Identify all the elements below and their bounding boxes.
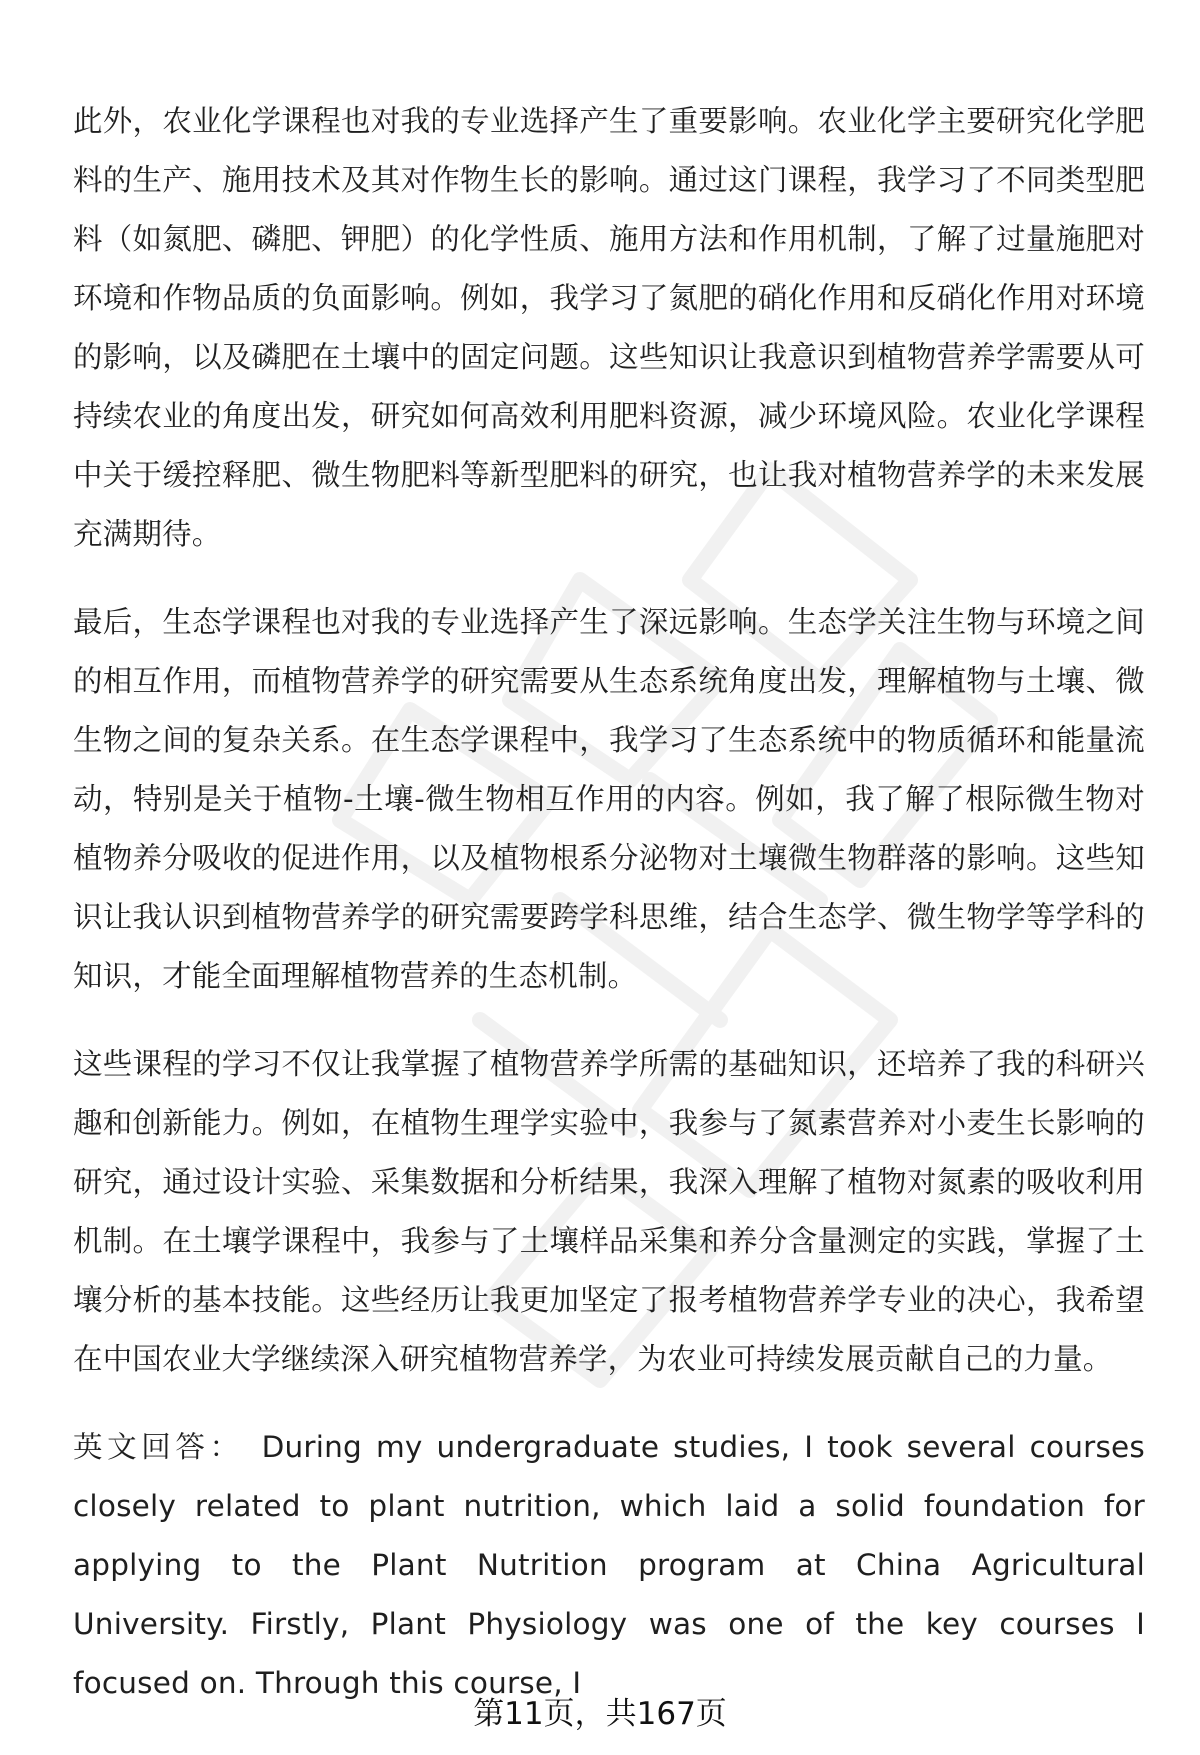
paragraph-english-answer: [73, 1418, 1145, 1713]
paragraph-course-summary: 这些课程的学习不仅让我掌握了植物营养学所需的基础知识，还培养了我的科研兴趣和创新能力。例如，在植物生理学实验中，我参与了氮素营养对小麦生长影响的研究，通过设计实验、采集数据和分析结果，我深入理解了植物对氮素的吸收利用机制。在土壤学课程中，我参与了土壤样品采集和养分含量测定的实践，掌握了土壤分析的基本技能。这些经历让我更加坚定了报考植物营养学专业的决心，我希望在中国农业大学继续深入研究植物营养学，为农业可持续发展贡献自己的力量。: [73, 1047, 1145, 1376]
english-answer-label: 英文回答：: [73, 1430, 244, 1464]
paragraph-agricultural-chemistry: 此外，农业化学课程也对我的专业选择产生了重要影响。农业化学主要研究化学肥料的生产、施用技术及其对作物生长的影响。通过这门课程，我学习了不同类型肥料（如氮肥、磷肥、钾肥）的化学性质、施用方法和作用机制，了解了过量施肥对环境和作物品质的负面影响。例如，我学习了氮肥的硝化作用和反硝化作用对环境的影响，以及磷肥在土壤中的固定问题。这些知识让我意识到植物营养学需要从可持续农业的角度出发，研究如何高效利用肥料资源，减少环境风险。农业化学课程中关于缓控释肥、微生物肥料等新型肥料的研究，也让我对植物营养学的未来发展充满期待。: [73, 104, 1145, 551]
paragraph-ecology: 最后，生态学课程也对我的专业选择产生了深远影响。生态学关注生物与环境之间的相互作用，而植物营养学的研究需要从生态系统角度出发，理解植物与土壤、微生物之间的复杂关系。在生态学课程中，我学习了生态系统中的物质循环和能量流动，特别是关于植物-土壤-微生物相互作用的内容。例如，我了解了根际微生物对植物养分吸收的促进作用，以及植物根系分泌物对土壤微生物群落的影响。这些知识让我认识到植物营养学的研究需要跨学科思维，结合生态学、微生物学等学科的知识，才能全面理解植物营养的生态机制。: [73, 605, 1145, 993]
document-body: [73, 92, 1145, 1713]
page-number: 第11页，共167页: [473, 1696, 727, 1732]
english-answer-text: During my undergraduate studies, I took several courses closely related to plant nutrition, which laid a solid foundation for applying to the Plant Nutrition program at China Agricultural University. Firstly, Plant Physiology was one of the key courses I focused on. Through this course, I: [73, 1430, 1145, 1700]
